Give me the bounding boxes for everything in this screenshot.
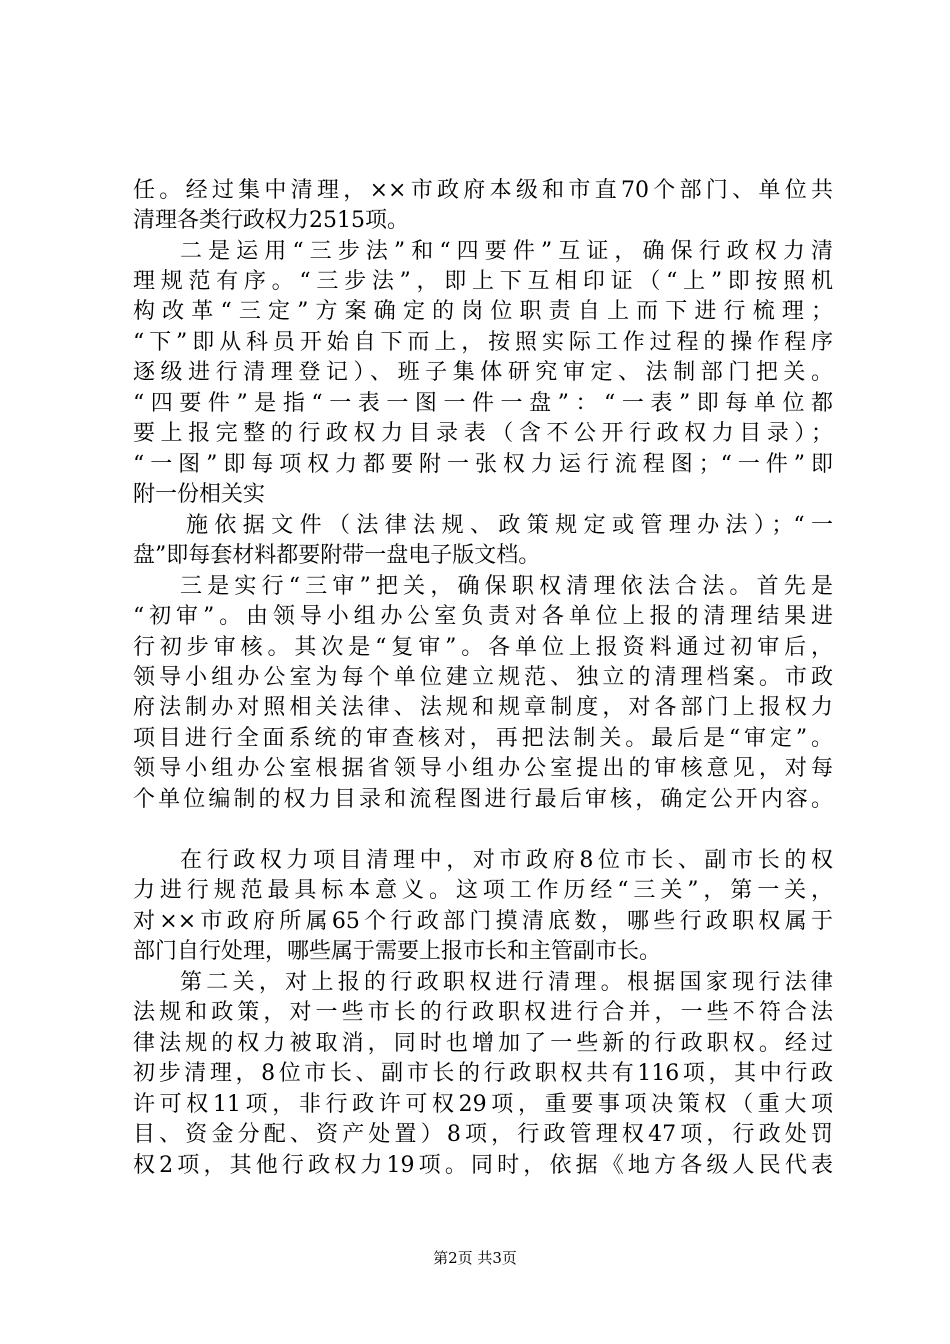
text-line: 二是运用“三步法”和“四要件”互证，确保行政权力清	[180, 239, 833, 264]
text-line: 清理各类行政权力2515项。	[133, 208, 409, 233]
text-line: 个单位编制的权力目录和流程图进行最后审核，确定公开内容。	[133, 787, 833, 812]
text-line: 律法规的权力被取消，同时也增加了一些新的行政职权。经过	[133, 1031, 833, 1056]
text-line: 要上报完整的行政权力目录表（含不公开行政权力目录）；	[133, 421, 833, 446]
text-line: 在行政权力项目清理中，对市政府8位市长、副市长的权	[180, 848, 833, 873]
text-line: 行初步审核。其次是“复审”。各单位上报资料通过初审后，	[133, 635, 833, 660]
text-line: 法规和政策，对一些市长的行政职权进行合并，一些不符合法	[133, 1000, 833, 1025]
text-line: “初审”。由领导小组办公室负责对各单位上报的清理结果进	[133, 604, 833, 629]
text-line: 盘”即每套材料都要附带一盘电子版文档。	[133, 543, 541, 568]
page-footer: 第2页 共3页	[433, 1249, 517, 1267]
text-line: 领导小组办公室为每个单位建立规范、独立的清理档案。市政	[133, 665, 833, 690]
text-line: “一图”即每项权力都要附一张权力运行流程图；“一件”即	[133, 452, 833, 477]
text-line: 构改革“三定”方案确定的岗位职责自上而下进行梳理；	[133, 299, 833, 324]
text-line: 项目进行全面系统的审查核对，再把法制关。最后是“审定”。	[133, 726, 833, 751]
text-line: 任。经过集中清理，××市政府本级和市直70个部门、单位共	[133, 178, 833, 203]
text-line: “下”即从科员开始自下而上，按照实际工作过程的操作程序	[133, 330, 833, 355]
text-line: 府法制办对照相关法律、法规和规章制度，对各部门上报权力	[133, 695, 833, 720]
text-line: 许可权11项，非行政许可权29项，重要事项决策权（重大项	[133, 1092, 833, 1117]
text-line: 目、资金分配、资产处置）8项，行政管理权47项，行政处罚	[133, 1122, 833, 1147]
text-line: 三是实行“三审”把关，确保职权清理依法合法。首先是	[180, 574, 833, 599]
text-line: 附一份相关实	[133, 482, 266, 507]
text-line: 领导小组办公室根据省领导小组办公室提出的审核意见，对每	[133, 756, 833, 781]
text-line: 力进行规范最具标本意义。这项工作历经“三关”，第一关，	[133, 878, 833, 903]
text-line: “四要件”是指“一表一图一件一盘”：“一表”即每单位都	[133, 391, 833, 416]
text-line: 理规范有序。“三步法”，即上下互相印证（“上”即按照机	[133, 269, 833, 294]
text-line: 初步清理，8位市长、副市长的行政职权共有116项，其中行政	[133, 1061, 833, 1086]
text-line: 逐级进行清理登记）、班子集体研究审定、法制部门把关。	[133, 360, 833, 385]
text-line: 权2项，其他行政权力19项。同时，依据《地方各级人民代表	[133, 1153, 833, 1178]
text-line: 第二关，对上报的行政职权进行清理。根据国家现行法律	[180, 970, 833, 995]
text-line: 对××市政府所属65个行政部门摸清底数，哪些行政职权属于	[133, 909, 833, 934]
text-line: 施依据文件（法律法规、政策规定或管理办法）；“一	[186, 513, 833, 538]
text-line: 部门自行处理，哪些属于需要上报市长和主管副市长。	[133, 939, 662, 964]
